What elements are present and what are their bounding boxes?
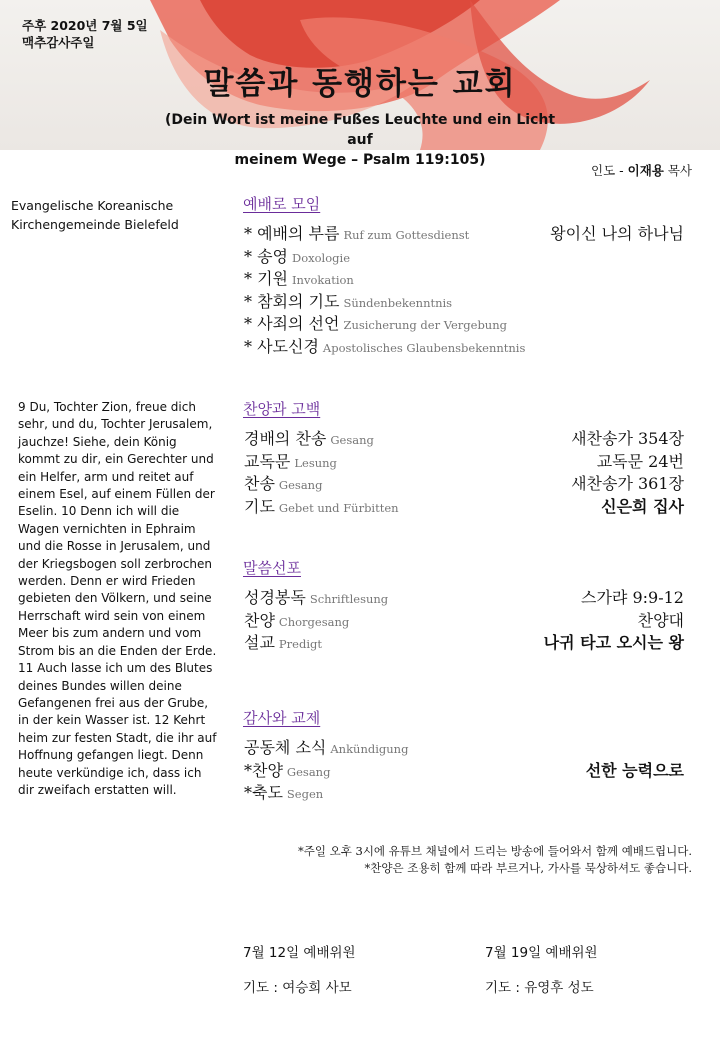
subtitle-line-2: meinem Wege – Psalm 119:105)	[234, 152, 486, 168]
liturgy-item-german: Gesang	[286, 764, 331, 779]
page-title: 말씀과 동행하는 교회	[203, 66, 517, 102]
liturgy-item-german: Ruf zum Gottesdienst	[343, 228, 470, 242]
liturgy-item-korean: 교독문	[244, 451, 291, 471]
liturgy-item	[244, 221, 684, 243]
liturgy-item-korean: * 기원	[244, 269, 288, 289]
liturgy-item-detail: 스가랴 9:9-12	[581, 588, 684, 607]
liturgy-item-german: Segen	[286, 787, 324, 802]
liturgy-item	[244, 471, 684, 493]
liturgy-item	[244, 244, 684, 266]
liturgy-item-german: Doxologie	[292, 250, 350, 265]
duty-prayer-2: 기도 : 유영후 성도	[485, 980, 594, 996]
scripture-text: 9 Du, Tochter Zion, freue dich sehr, und du, Tochter Jerusalem, jauchze! Siehe, dein König kommt zu dir, ein Gerechter und ein Helfer, arm und reitet auf einem Esel, auf einem Füllen der Eselin. 10 Denn ich will die Wagen vernichten in Ephraim und die Rosse in Jerusalem, und der Kriegsbogen soll zerbrochen werden. Denn er wird Frieden gebieten den Völkern, und seine Herrschaft wird sein von einem Meer bis zum andern und vom Strom bis an die Enden der Erde. 11 Auch lasse ich um des Blutes deines Bundes willen deine Gefangenen frei aus der Grube, in der kein Wasser ist. 12 Kehrt heim zur festen Stadt, die ihr auf Hoffnung gefangen liegt. Denn heute verkündige ich, dass ich dir zweifach erstatten will.	[18, 400, 217, 797]
section-title: 예배로 모임	[243, 195, 321, 213]
duty-heading-2: 7월 19일 예배위원	[485, 945, 598, 961]
liturgy-item	[244, 311, 684, 333]
liturgy-item	[244, 426, 684, 448]
liturgy-item	[244, 608, 684, 630]
leader-title: 목사	[667, 163, 692, 178]
liturgy-item-detail: 나귀 타고 오시는 왕	[543, 633, 684, 653]
liturgy-item-korean: 공동체 소식	[244, 738, 327, 757]
liturgy-item-korean: 찬송	[244, 474, 275, 494]
liturgy-item	[244, 449, 684, 471]
liturgy-item	[244, 758, 684, 780]
liturgy-item-german: Schriftlesung	[309, 592, 389, 606]
liturgy-item-korean: 성경봉독	[244, 588, 306, 607]
subtitle-line-1: (Dein Wort ist meine Fußes Leuchte und ein Licht auf	[164, 112, 556, 148]
liturgy-item	[244, 735, 684, 757]
service-notes	[298, 843, 692, 877]
liturgy-item-korean: * 송영	[244, 246, 288, 266]
liturgy-item-korean: *찬양	[244, 760, 283, 780]
liturgy-item	[244, 334, 684, 356]
liturgy-item-korean: 경배의 찬송	[244, 429, 327, 448]
liturgy-item-korean: * 예배의 부름	[244, 224, 340, 243]
liturgy-item	[244, 630, 684, 652]
note-line-1: *주일 오후 3시에 유튜브 채널에서 드리는 방송에 들어와서 함께 예배드립니다.	[298, 844, 692, 858]
liturgy-item-german: Sündenbekenntnis	[343, 295, 453, 310]
section-title: 감사와 교제	[243, 709, 321, 727]
liturgy-item-korean: *축도	[244, 783, 283, 803]
liturgy-item-detail: 새찬송가 361장	[571, 474, 684, 494]
note-line-2: *찬양은 조용히 함께 따라 부르거나, 가사를 묵상하셔도 좋습니다.	[364, 861, 692, 875]
liturgy-item-detail: 신은희 집사	[601, 496, 684, 516]
liturgy-item-german: Zusicherung der Vergebung	[343, 318, 507, 333]
header-banner	[0, 0, 720, 168]
leader-name: 이재용	[627, 163, 664, 178]
liturgy-item	[244, 289, 684, 311]
liturgy-item-german: Invokation	[292, 273, 354, 288]
liturgy-item-korean: * 참회의 기도	[244, 291, 340, 311]
liturgy-item-korean: 기도	[244, 496, 275, 516]
worship-leader	[591, 161, 692, 179]
liturgy-item-german: Gesang	[330, 433, 374, 447]
leader-label: 인도 -	[591, 163, 624, 178]
liturgy-item-korean: * 사죄의 선언	[244, 314, 340, 334]
liturgy-item-german: Gebet und Fürbitten	[278, 500, 399, 515]
church-name-line-2: Kirchengemeinde Bielefeld	[11, 217, 179, 232]
duty-prayer-1: 기도 : 여승희 사모	[243, 980, 352, 996]
service-occasion: 맥추감사주일	[22, 35, 95, 50]
service-date: 주후 2020년 7월 5일	[22, 18, 148, 33]
liturgy-item-detail: 새찬송가 354장	[571, 429, 684, 448]
church-name	[11, 196, 179, 234]
liturgy-item-korean: 찬양	[244, 610, 275, 630]
liturgy-item	[244, 585, 684, 607]
page-subtitle	[150, 110, 570, 170]
liturgy-item-german: Predigt	[278, 637, 322, 652]
liturgy-item-korean: * 사도신경	[244, 337, 319, 356]
duty-heading-1: 7월 12일 예배위원	[243, 945, 356, 961]
liturgy-item	[244, 266, 684, 288]
section-title: 말씀선포	[243, 559, 301, 577]
service-date-block	[22, 17, 148, 51]
liturgy-item-german: Apostolisches Glaubensbekenntnis	[322, 341, 526, 355]
liturgy-item-detail: 선한 능력으로	[585, 760, 684, 780]
liturgy-item	[244, 494, 684, 516]
liturgy-item-korean: 설교	[244, 633, 275, 653]
church-name-line-1: Evangelische Koreanische	[11, 198, 174, 213]
liturgy-item-german: Chorgesang	[278, 614, 350, 629]
liturgy-item-detail: 왕이신 나의 하나님	[550, 224, 684, 243]
liturgy-item-detail: 찬양대	[637, 610, 684, 630]
liturgy-item-german: Lesung	[294, 455, 337, 470]
liturgy-item	[244, 780, 684, 802]
section-title: 찬양과 고백	[243, 400, 321, 418]
liturgy-item-german: Ankündigung	[330, 742, 409, 756]
liturgy-item-detail: 교독문 24번	[596, 451, 684, 471]
liturgy-item-german: Gesang	[278, 478, 323, 493]
